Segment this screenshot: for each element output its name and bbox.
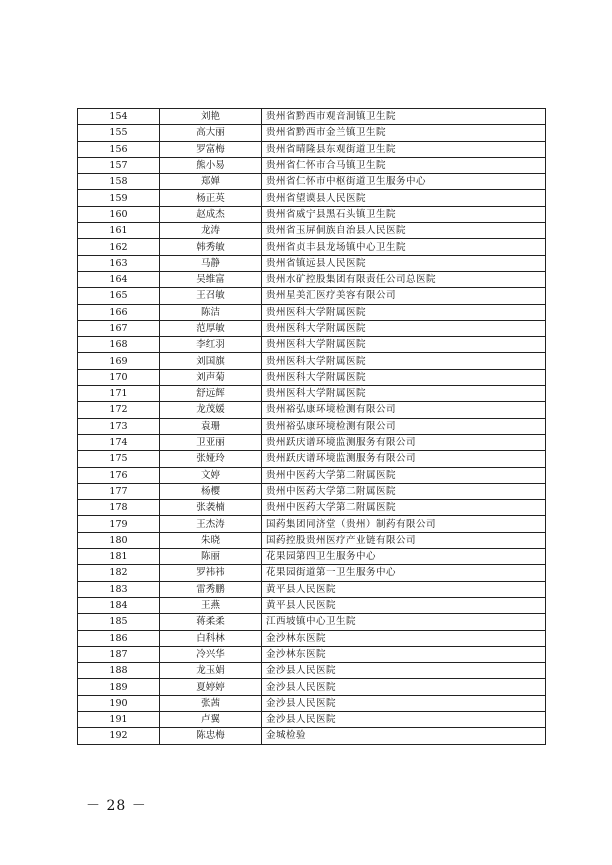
row-number-cell: 170 [78,369,160,385]
organization-cell: 贵州水矿控股集团有限责任公司总医院 [262,271,546,287]
organization-cell: 花果园街道第一卫生服务中心 [262,565,546,581]
organization-cell: 贵州星美汇医疗美容有限公司 [262,288,546,304]
table-row [78,304,546,320]
name-cell: 杨正英 [160,190,262,206]
row-number-cell: 159 [78,190,160,206]
page-number: － 28 － [86,798,147,814]
name-cell: 熊小易 [160,157,262,173]
name-cell: 龙涛 [160,223,262,239]
table-row [78,320,546,336]
table-row [78,157,546,173]
name-cell: 文婷 [160,467,262,483]
personnel-table [77,108,546,745]
name-cell: 王召敏 [160,288,262,304]
name-cell: 王杰涛 [160,516,262,532]
row-number-cell: 186 [78,630,160,646]
table-row [78,663,546,679]
table-row [78,125,546,141]
row-number-cell: 155 [78,125,160,141]
organization-cell: 贵州中医药大学第二附属医院 [262,500,546,516]
name-cell: 蒋柔柔 [160,614,262,630]
row-number-cell: 180 [78,532,160,548]
organization-cell: 贵州省仁怀市合马镇卫生院 [262,157,546,173]
row-number-cell: 187 [78,646,160,662]
name-cell: 刘艳 [160,109,262,125]
name-cell: 王燕 [160,597,262,613]
name-cell: 朱晓 [160,532,262,548]
table-row [78,451,546,467]
row-number-cell: 174 [78,434,160,450]
table-row [78,434,546,450]
organization-cell: 金沙林东医院 [262,646,546,662]
table-row [78,614,546,630]
row-number-cell: 191 [78,711,160,727]
name-cell: 白科林 [160,630,262,646]
name-cell: 刘声菊 [160,369,262,385]
organization-cell: 贵州省望谟县人民医院 [262,190,546,206]
name-cell: 舒远辉 [160,386,262,402]
organization-cell: 贵州省玉屏侗族自治县人民医院 [262,223,546,239]
table-row [78,386,546,402]
row-number-cell: 179 [78,516,160,532]
table-row [78,549,546,565]
name-cell: 陈洁 [160,304,262,320]
organization-cell: 贵州跃庆谱环境监测服务有限公司 [262,434,546,450]
row-number-cell: 158 [78,174,160,190]
name-cell: 郑婵 [160,174,262,190]
organization-cell: 贵州省仁怀市中枢街道卫生服务中心 [262,174,546,190]
row-number-cell: 188 [78,663,160,679]
row-number-cell: 154 [78,109,160,125]
table-row [78,711,546,727]
row-number-cell: 185 [78,614,160,630]
name-cell: 冷兴华 [160,646,262,662]
table-row [78,174,546,190]
row-number-cell: 175 [78,451,160,467]
organization-cell: 贵州医科大学附属医院 [262,353,546,369]
name-cell: 龙茂媛 [160,402,262,418]
row-number-cell: 161 [78,223,160,239]
name-cell: 罗富梅 [160,141,262,157]
row-number-cell: 168 [78,337,160,353]
row-number-cell: 189 [78,679,160,695]
table-row [78,271,546,287]
organization-cell: 花果园第四卫生服务中心 [262,549,546,565]
table-row [78,467,546,483]
row-number-cell: 171 [78,386,160,402]
table-row [78,728,546,744]
name-cell: 张袭楠 [160,500,262,516]
name-cell: 韩秀敏 [160,239,262,255]
table-row [78,483,546,499]
row-number-cell: 167 [78,320,160,336]
row-number-cell: 190 [78,695,160,711]
name-cell: 陈忠梅 [160,728,262,744]
organization-cell: 贵州医科大学附属医院 [262,304,546,320]
table-row [78,239,546,255]
table-row [78,500,546,516]
name-cell: 陈丽 [160,549,262,565]
name-cell: 卫亚丽 [160,434,262,450]
organization-cell: 贵州裕弘康环境检测有限公司 [262,402,546,418]
name-cell: 吴维富 [160,271,262,287]
row-number-cell: 160 [78,206,160,222]
row-number-cell: 156 [78,141,160,157]
table-row [78,581,546,597]
table-row [78,337,546,353]
name-cell: 高大丽 [160,125,262,141]
organization-cell: 贵州中医药大学第二附属医院 [262,483,546,499]
organization-cell: 贵州省黔西市金兰镇卫生院 [262,125,546,141]
organization-cell: 金城检验 [262,728,546,744]
organization-cell: 金沙县人民医院 [262,695,546,711]
organization-cell: 贵州医科大学附属医院 [262,386,546,402]
row-number-cell: 176 [78,467,160,483]
name-cell: 范厚敏 [160,320,262,336]
row-number-cell: 165 [78,288,160,304]
organization-cell: 贵州医科大学附属医院 [262,369,546,385]
row-number-cell: 177 [78,483,160,499]
organization-cell: 金沙县人民医院 [262,711,546,727]
table-row [78,369,546,385]
organization-cell: 贵州省贞丰县龙场镇中心卫生院 [262,239,546,255]
table-row [78,109,546,125]
row-number-cell: 166 [78,304,160,320]
organization-cell: 金沙县人民医院 [262,663,546,679]
table-row [78,223,546,239]
table-body [78,109,546,745]
row-number-cell: 169 [78,353,160,369]
table-row [78,597,546,613]
organization-cell: 江西坡镇中心卫生院 [262,614,546,630]
name-cell: 马静 [160,255,262,271]
table-row [78,255,546,271]
row-number-cell: 164 [78,271,160,287]
organization-cell: 贵州省威宁县黑石头镇卫生院 [262,206,546,222]
row-number-cell: 184 [78,597,160,613]
organization-cell: 贵州省镇远县人民医院 [262,255,546,271]
row-number-cell: 173 [78,418,160,434]
name-cell: 张茜 [160,695,262,711]
row-number-cell: 178 [78,500,160,516]
organization-cell: 金沙林东医院 [262,630,546,646]
organization-cell: 贵州裕弘康环境检测有限公司 [262,418,546,434]
row-number-cell: 162 [78,239,160,255]
name-cell: 罗祎祎 [160,565,262,581]
organization-cell: 贵州省黔西市观音洞镇卫生院 [262,109,546,125]
table-row [78,288,546,304]
table-row [78,206,546,222]
name-cell: 赵成杰 [160,206,262,222]
row-number-cell: 163 [78,255,160,271]
name-cell: 李红羽 [160,337,262,353]
name-cell: 张娅玲 [160,451,262,467]
name-cell: 夏婷婷 [160,679,262,695]
name-cell: 龙玉娟 [160,663,262,679]
organization-cell: 贵州医科大学附属医院 [262,320,546,336]
organization-cell: 国药控股贵州医疗产业链有限公司 [262,532,546,548]
table-row [78,630,546,646]
name-cell: 杨樱 [160,483,262,499]
table-row [78,418,546,434]
table-row [78,695,546,711]
table-row [78,565,546,581]
table-row [78,190,546,206]
organization-cell: 贵州中医药大学第二附属医院 [262,467,546,483]
name-cell: 袁珊 [160,418,262,434]
name-cell: 雷秀鹏 [160,581,262,597]
table-row [78,353,546,369]
organization-cell: 金沙县人民医院 [262,679,546,695]
table-row [78,516,546,532]
table-row [78,532,546,548]
table-row [78,646,546,662]
organization-cell: 国药集团同济堂（贵州）制药有限公司 [262,516,546,532]
table-row [78,141,546,157]
name-cell: 刘国旗 [160,353,262,369]
row-number-cell: 181 [78,549,160,565]
organization-cell: 贵州省晴隆县东观街道卫生院 [262,141,546,157]
table-row [78,679,546,695]
organization-cell: 贵州医科大学附属医院 [262,337,546,353]
name-cell: 卢翼 [160,711,262,727]
row-number-cell: 157 [78,157,160,173]
organization-cell: 贵州跃庆谱环境监测服务有限公司 [262,451,546,467]
row-number-cell: 183 [78,581,160,597]
row-number-cell: 192 [78,728,160,744]
row-number-cell: 172 [78,402,160,418]
organization-cell: 黄平县人民医院 [262,597,546,613]
organization-cell: 黄平县人民医院 [262,581,546,597]
table-row [78,402,546,418]
row-number-cell: 182 [78,565,160,581]
